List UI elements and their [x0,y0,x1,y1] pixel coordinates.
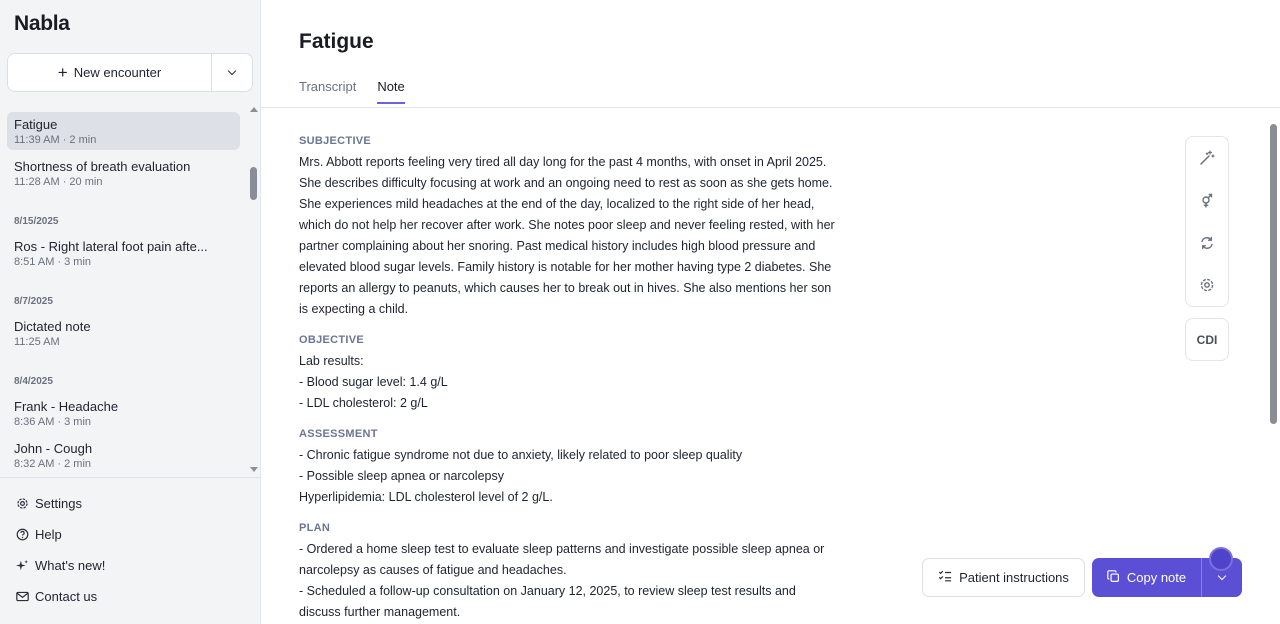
patient-instructions-label: Patient instructions [959,570,1069,585]
assistant-fab[interactable] [1209,547,1233,571]
chevron-down-icon [1218,572,1226,580]
encounter-title: John - Cough [14,441,93,456]
settings-button[interactable] [1186,264,1228,306]
section-line: - Ordered a home sleep test to evaluate sleep patterns and investigate possible sleep apnea or narcolepsy as causes of fatigue and headaches. [299,542,825,577]
whats-new-label: What's new! [35,558,106,573]
contact-label: Contact us [35,589,98,604]
encounter-meta: 8:32 AM · 2 min [14,458,92,470]
sidebar [0,0,261,624]
tab-note[interactable]: Note [377,79,404,104]
section-heading: OBJECTIVE [299,334,365,346]
date-header: 8/15/2025 [14,216,59,227]
encounter-item-dictated-note[interactable] [7,314,240,352]
main-scrollbar[interactable] [1267,108,1280,624]
sidebar-footer [0,477,260,624]
encounter-item-ros[interactable] [7,234,240,272]
cdi-button[interactable]: CDI [1185,318,1229,361]
encounter-meta: 11:39 AM · 2 min [14,134,97,146]
scrollbar-thumb[interactable] [250,167,257,200]
plus-icon: + [57,63,68,82]
app-logo: Nabla [14,12,70,35]
new-encounter-label: New encounter [73,65,162,80]
section-heading: ASSESSMENT [299,428,378,440]
note-tools [1185,136,1229,307]
tab-transcript[interactable]: Transcript [299,79,357,94]
tab-bar [299,79,405,104]
gender-button[interactable] [1186,179,1228,221]
encounter-title: Shortness of breath evaluation [14,159,191,174]
section-line: - Scheduled a follow-up consultation on January 12, 2025, to review sleep test results and discuss further management. [299,584,796,619]
gear-icon [16,497,29,510]
gender-icon [1199,192,1215,208]
divider [261,107,1280,108]
new-encounter-group [7,53,253,92]
new-encounter-button[interactable] [8,54,211,91]
gear-icon [1199,277,1215,293]
help-link[interactable] [16,527,62,542]
help-icon [16,528,29,541]
scroll-up-icon[interactable] [250,107,258,112]
scrollbar-thumb[interactable] [1270,124,1277,424]
scroll-down-icon[interactable] [250,467,258,472]
encounter-meta: 11:25 AM [14,336,60,348]
chevron-down-icon [228,67,236,75]
section-heading: PLAN [299,522,331,534]
objective-section [299,330,839,414]
encounter-item-frank[interactable] [7,394,240,432]
patient-instructions-button[interactable] [922,558,1085,597]
sparkle-icon [16,559,29,572]
assessment-section [299,424,839,508]
encounter-title: Frank - Headache [14,399,119,414]
refresh-button[interactable] [1186,222,1228,264]
section-text: Mrs. Abbott reports feeling very tired all day long for the past 4 months, with onset in April 2025. She describes difficulty focusing at work and an ongoing need to rest as soon as she gets home. She experiences mild headaches at the end of the day, localized to the right side of her head, which do not help her recover after work. She notes poor sleep and never feeling rested, with her partner complaining about her snoring. Past medical history includes high blood pressure and elevated blood sugar levels. Family history is notable for her mother having type 2 diabetes. She reports an allergy to peanuts, which causes her to break out in hives. She also mentions her son is expecting a child. [299,155,835,316]
copy-note-label: Copy note [1126,570,1187,585]
note-content[interactable] [299,131,839,624]
encounter-meta: 8:36 AM · 3 min [14,416,92,428]
checklist-icon [938,569,952,586]
mail-icon [16,590,29,603]
encounter-item-john[interactable] [7,436,240,474]
main-area [261,0,1280,624]
section-line: Lab results: [299,354,364,368]
subjective-section [299,131,839,320]
encounter-meta: 11:28 AM · 20 min [14,176,103,188]
encounter-item-shortness-of-breath[interactable] [7,154,240,192]
whats-new-link[interactable] [16,558,105,573]
magic-wand-button[interactable] [1186,137,1228,179]
copy-icon [1107,570,1120,586]
help-label: Help [35,527,62,542]
contact-link[interactable] [16,589,97,604]
section-line: Hyperlipidemia: LDL cholesterol level of 2 g/L. [299,490,553,504]
encounter-list [0,100,247,477]
section-line: - Chronic fatigue syndrome not due to anxiety, likely related to poor sleep quality [299,448,743,462]
encounter-title: Ros - Right lateral foot pain afte... [14,239,208,254]
date-header: 8/4/2025 [14,376,53,387]
magic-wand-icon [1199,150,1215,166]
encounter-title: Dictated note [14,319,91,334]
plan-section [299,518,839,623]
encounter-title: Fatigue [14,117,58,132]
settings-label: Settings [35,496,82,511]
copy-note-button[interactable] [1092,558,1201,597]
new-encounter-dropdown-button[interactable] [211,54,252,91]
section-line: - Possible sleep apnea or narcolepsy [299,469,504,483]
encounter-item-fatigue[interactable] [7,112,240,150]
section-heading: SUBJECTIVE [299,135,372,147]
page-title: Fatigue [299,30,374,53]
settings-link[interactable] [16,496,82,511]
sidebar-scrollbar[interactable] [247,104,260,474]
refresh-icon [1199,235,1215,251]
section-line: - Blood sugar level: 1.4 g/L [299,375,448,389]
section-line: - LDL cholesterol: 2 g/L [299,396,428,410]
encounter-meta: 8:51 AM · 3 min [14,256,92,268]
date-header: 8/7/2025 [14,296,53,307]
